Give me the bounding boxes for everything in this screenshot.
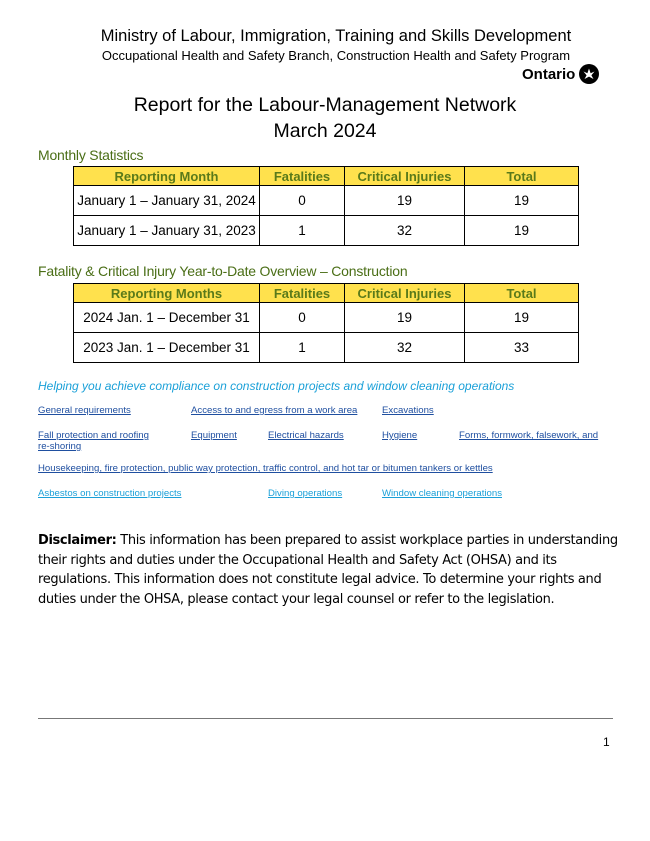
report-title: Report for the Labour-Management Network (133, 94, 517, 116)
table-cell: 1 (260, 333, 345, 363)
table-cell: 19 (465, 186, 579, 216)
disclaimer-text: This information has been prepared to assist workplace parties in understanding their rights and duties under the Occupational Health and Safety Act (OHSA) and its regulations. This information does not constitute legal advice. To determine your rights and duties under the OHSA, please contact your legal counsel or refer to the legislation. (38, 533, 618, 607)
table-cell: 0 (260, 303, 345, 333)
table-cell: 33 (465, 333, 579, 363)
table-row (74, 303, 579, 333)
table-cell: 32 (345, 216, 465, 246)
ontario-logo (522, 64, 599, 84)
ministry-name: Ministry of Labour, Immigration, Training and Skills Development (100, 27, 572, 45)
link-asbestos[interactable]: Asbestos on construction projects (38, 488, 182, 499)
table-header-row (74, 284, 579, 303)
table-cell: January 1 – January 31, 2024 (74, 186, 260, 216)
link-hygiene[interactable]: Hygiene (382, 430, 418, 441)
column-header: Total (465, 284, 579, 303)
ytd-overview-heading: Fatality & Critical Injury Year-to-Date Overview – Construction (38, 263, 408, 279)
link-excavations[interactable]: Excavations (382, 405, 434, 416)
table-cell: 19 (345, 186, 465, 216)
report-date: March 2024 (273, 120, 377, 142)
monthly-statistics-heading: Monthly Statistics (38, 147, 144, 163)
link-electrical-hazards[interactable]: Electrical hazards (268, 430, 344, 441)
table-cell: 19 (465, 303, 579, 333)
table-cell: 0 (260, 186, 345, 216)
table-cell: 1 (260, 216, 345, 246)
footer-divider (38, 718, 613, 719)
column-header: Critical Injuries (345, 284, 465, 303)
branch-name: Occupational Health and Safety Branch, Construction Health and Safety Program (101, 48, 571, 63)
column-header: Reporting Month (74, 167, 260, 186)
table-cell: 19 (465, 216, 579, 246)
table-cell: 2024 Jan. 1 – December 31 (74, 303, 260, 333)
column-header: Fatalities (260, 167, 345, 186)
disclaimer-label: Disclaimer: (38, 533, 117, 548)
page-number: 1 (603, 735, 610, 749)
link-housekeeping[interactable]: Housekeeping, fire protection, public way protection, traffic control, and hot tar or bitumen tankers or kettles (38, 463, 493, 474)
table-row (74, 216, 579, 246)
column-header: Critical Injuries (345, 167, 465, 186)
column-header: Total (465, 167, 579, 186)
trillium-icon (579, 64, 599, 84)
table-cell: January 1 – January 31, 2023 (74, 216, 260, 246)
logo-text: Ontario (522, 65, 576, 83)
table-row (74, 186, 579, 216)
table-cell: 2023 Jan. 1 – December 31 (74, 333, 260, 363)
link-re-shoring[interactable]: re-shoring (38, 441, 82, 452)
link-fall-protection[interactable]: Fall protection and roofing (38, 430, 149, 441)
link-window-cleaning[interactable]: Window cleaning operations (382, 488, 502, 499)
column-header: Reporting Months (74, 284, 260, 303)
link-general-requirements[interactable]: General requirements (38, 405, 131, 416)
ytd-overview-table (73, 283, 579, 363)
column-header: Fatalities (260, 284, 345, 303)
link-equipment[interactable]: Equipment (191, 430, 237, 441)
compliance-help-text: Helping you achieve compliance on construction projects and window cleaning operations (38, 379, 515, 393)
table-cell: 32 (345, 333, 465, 363)
link-forms-formwork[interactable]: Forms, formwork, falsework, and (459, 430, 599, 441)
link-diving-operations[interactable]: Diving operations (268, 488, 343, 499)
disclaimer (38, 531, 618, 609)
table-header-row (74, 167, 579, 186)
monthly-statistics-table (73, 166, 579, 246)
link-access-egress[interactable]: Access to and egress from a work area (191, 405, 358, 416)
table-row (74, 333, 579, 363)
table-cell: 19 (345, 303, 465, 333)
